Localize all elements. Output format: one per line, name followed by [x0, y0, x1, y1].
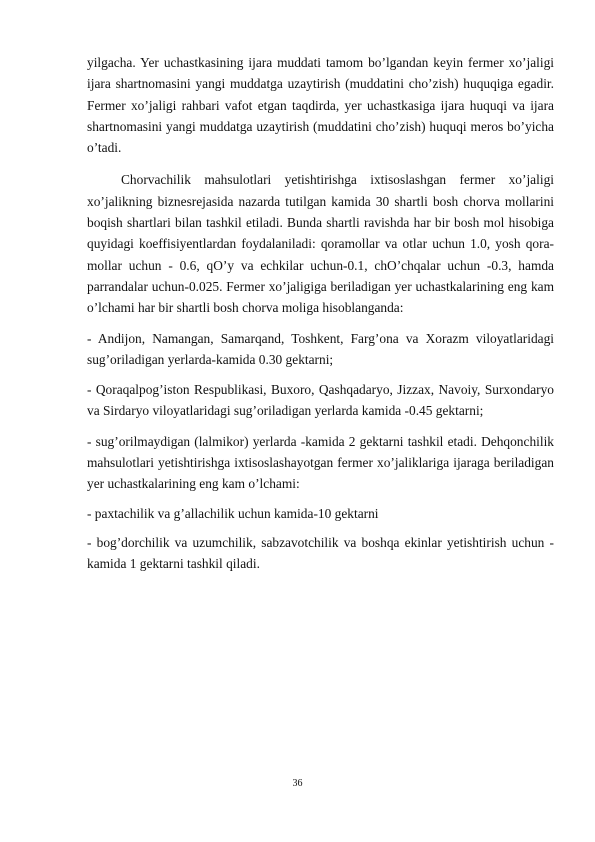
list-item-irrigated-regions-a: - Andijon, Namangan, Samarqand, Toshkent, Farg’ona va Xorazm viloyatlaridagi sug’oriladigan yerlarda-kamida 0.30 gektarni; [87, 330, 554, 367]
list-item-cotton-grain: - paxtachilik va g’allachilik uchun kamida-10 gektarni [87, 505, 379, 521]
paragraph-lease-term: yilgacha. Yer uchastkasining ijara muddati tamom bo’lgandan keyin fermer xo’jaligi ijara shartnomasini yangi muddatga uzaytirish (muddatini cho’zish) huquqiga egadir. Fermer xo’jaligi rahbari vafot etgan taqdirda, yer uchastkasiga ijara huquqi va ijara shartnomasini yangi muddatga uzaytirish (muddatini cho’zish) huquqi meros bo’yicha o’tadi. [87, 55, 554, 156]
list-item-horticulture: - bog’dorchilik va uzumchilik, sabzavotchilik va boshqa ekinlar yetishtirish uchun - kamida 1 gektarni tashkil qiladi. [87, 534, 554, 572]
paragraph-livestock-farm: Chorvachilik mahsulotlari yetishtirishga ixtisoslashgan fermer xo’jaligi xo’jalikning biznesrejasida nazarda tutilgan kamida 30 shartli bosh chorva mollarini boqish shartlari bilan tashkil etiladi. Bunda shartli ravishda har bir bosh mol hisobiga quyidagi koeffisiyentlardan foydalaniladi: qoramollar va otlar uchun 1.0, yosh qora-mollar uchun - 0.6, qO’y va echkilar uchun-0.1, chO’chqalar uchun -0.3, hamda parrandalar uchun-0.025. Fermer xo’jaligiga beriladigan yer uchastkalarining eng kam o’lchami har bir shartli bosh chorva moliga hisoblanganda: [87, 172, 554, 316]
list-item-irrigated-regions-b: - Qoraqalpog’iston Respublikasi, Buxoro, Qashqadaryo, Jizzax, Navoiy, Surxondaryo va Sirdaryo viloyatlaridagi sug’oriladigan yerlarda kamida -0.45 gektarni; [87, 382, 554, 419]
list-item-rainfed-lands: - sug’orilmaydigan (lalmikor) yerlarda -kamida 2 gektarni tashkil etadi. Dehqonchilik mahsulotlari yetishtirishga ixtisoslashayotgan fermer xo’jaliklariga ijaraga beriladigan yer uchastkalarining eng kam o’lchami: [87, 433, 554, 492]
document-body [87, 52, 554, 575]
page-number: 36 [292, 778, 303, 789]
